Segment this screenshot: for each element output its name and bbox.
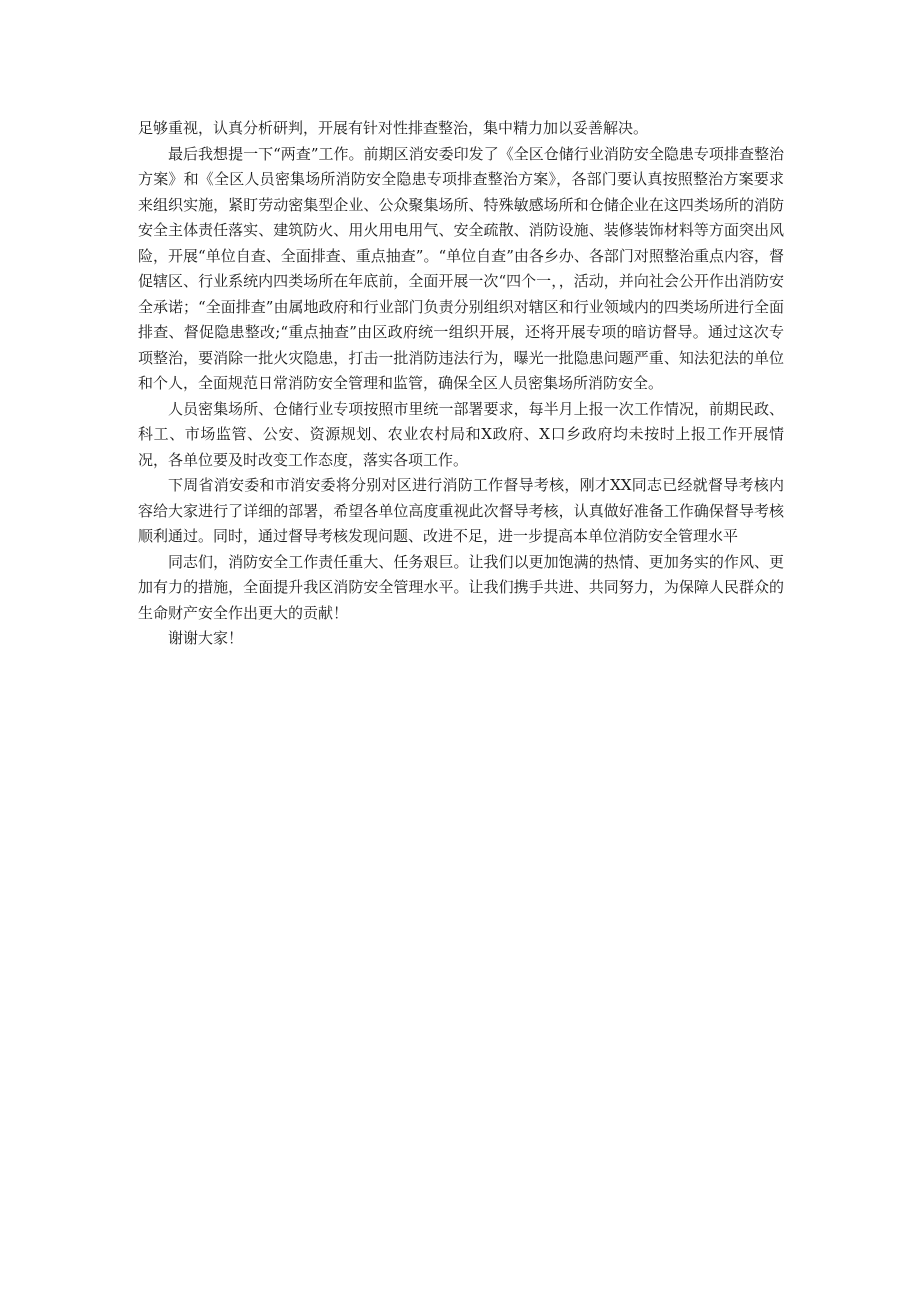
paragraph-supervision: 下周省消安委和市消安委将分别对区进行消防工作督导考核，刚才XX同志已经就督导考核内容给大家进行了详细的部署，希望各单位高度重视此次督导考核，认真做好准备工作确保督导考核顺利通过。同时，通过督导考核发现问题、改进不足，进一步提高本单位消防安全管理水平 <box>138 476 784 545</box>
paragraph-two-inspections: 最后我想提一下“两查”工作。前期区消安委印发了《全区仓储行业消防安全隐患专项排查整治方案》和《全区人员密集场所消防安全隐患专项排查整治方案》，各部门要认真按照整治方案要求来组织实施，紧盯劳动密集型企业、公众聚集场所、特殊敏感场所和仓储企业在这四类场所的消防安全主体责任落实、建筑防火、用火用电用气、安全疏散、消防设施、装修装饰材料等方面突出风险，开展“单位自查、全面排查、重点抽查”。“单位自查”由各乡办、各部门对照整治重点内容，督促辖区、行业系统内四类场所在年底前，全面开展一次“四个一，，活动，并向社会公开作出消防安全承诺；“全面排查”由属地政府和行业部门负责分别组织对辖区和行业领域内的四类场所进行全面排查、督促隐患整改;“重点抽查”由区政府统一组织开展，还将开展专项的暗访督导。通过这次专项整治，要消除一批火灾隐患，打击一批消防违法行为，曝光一批隐患问题严重、知法犯法的单位和个人，全面规范日常消防安全管理和监管，确保全区人员密集场所消防安全。 <box>138 144 784 392</box>
paragraph-thanks: 谢谢大家！ <box>168 629 244 647</box>
paragraph-reporting: 人员密集场所、仓储行业专项按照市里统一部署要求，每半月上报一次工作情况，前期民政、科工、市场监管、公安、资源规划、农业农村局和X政府、X口乡政府均未按时上报工作开展情况，各单位要及时改变工作态度，落实各项工作。 <box>138 399 784 469</box>
paragraph-closing-call: 同志们，消防安全工作责任重大、任务艰巨。让我们以更加饱满的热情、更加务实的作风、更加有力的措施，全面提升我区消防安全管理水平。让我们携手共进、共同努力，为保障人民群众的生命财产安全作出更大的贡献！ <box>138 552 784 622</box>
document-body <box>138 116 784 652</box>
paragraph-continuation: 足够重视，认真分析研判，开展有针对性排查整治，集中精力加以妥善解决。 <box>138 119 649 137</box>
